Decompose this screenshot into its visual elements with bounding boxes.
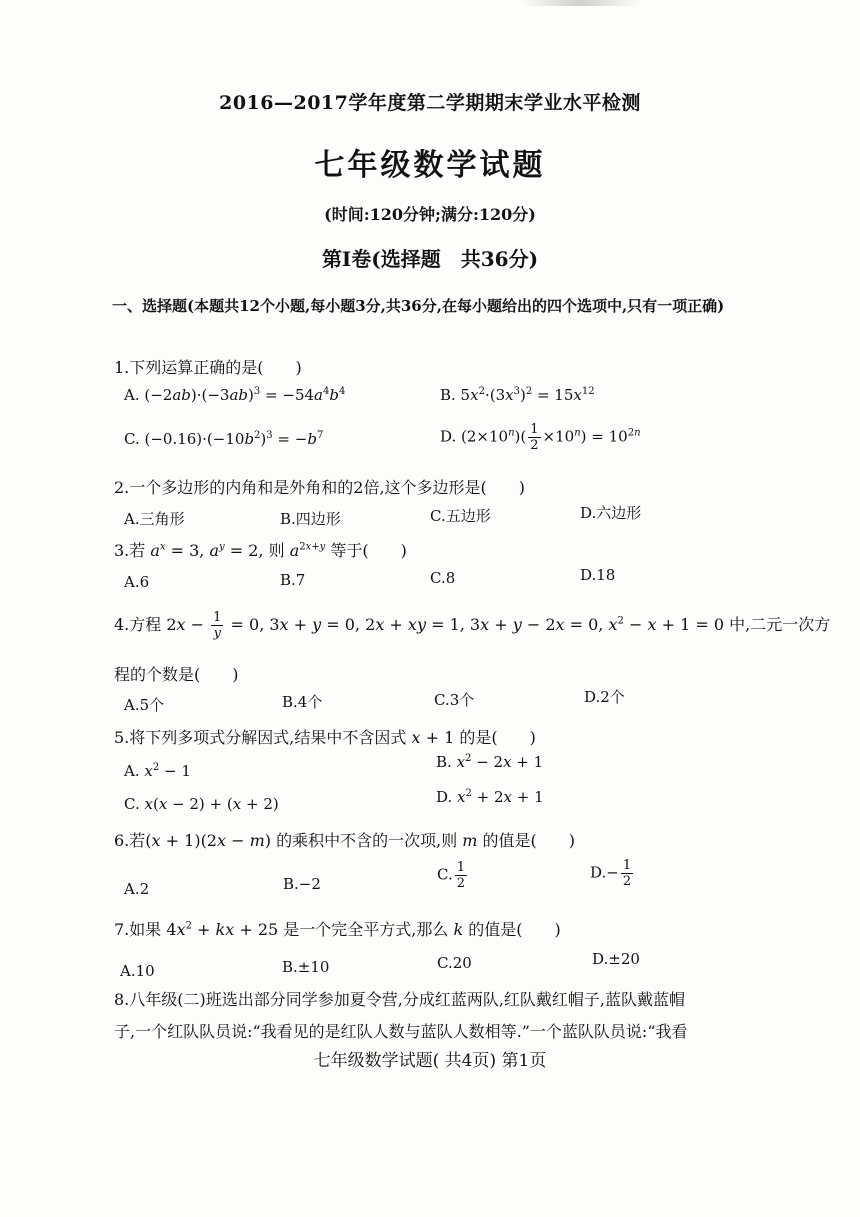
part-title: 第Ⅰ卷(选择题 共36分) [321, 247, 539, 271]
paper-title: 七年级数学试题 [314, 148, 546, 183]
question-4-option-c: C.3个 [434, 691, 475, 709]
page-footer: 七年级数学试题( 共4页) 第1页 [313, 1051, 547, 1071]
question-4-option-b: B.4个 [282, 693, 323, 711]
question-4-option-d: D.2个 [584, 688, 625, 706]
question-5-option-d: D. $x^2 + 2x + 1$ [436, 788, 544, 806]
question-7-stem: 7.如果 $4x^2$ + kx + 25 是一个完全平方式,那么 k 的值是( ) [114, 920, 561, 939]
question-8-stem-line2: 子,一个红队队员说:“我看见的是红队人数与蓝队人数相等.”一个蓝队队员说:“我看 [114, 1022, 688, 1041]
question-7-option-d: D.±20 [592, 950, 640, 968]
question-2-option-b: B.四边形 [280, 510, 341, 528]
question-1-option-b: B. $5x^2\cdot(3x^3)^2 = 15x^{12}$ [440, 386, 595, 404]
question-4-stem-line2: 程的个数是( ) [114, 665, 239, 684]
question-3-option-c: C.8 [430, 569, 456, 587]
scan-artifact [520, 0, 640, 6]
question-6-option-d: D.− $\frac{1}{2}$ [590, 858, 632, 889]
question-2-option-c: C.五边形 [430, 507, 491, 525]
exam-title: 2016—2017学年度第二学期期末学业水平检测 [219, 92, 641, 114]
question-2-option-a: A.三角形 [124, 510, 185, 528]
time-info: (时间:120分钟;满分:120分) [324, 205, 536, 224]
question-5-option-c: C. x(x − 2) + (x + 2) [124, 795, 279, 813]
question-7-option-a: A.10 [120, 962, 155, 980]
question-1-stem: 1.下列运算正确的是( ) [114, 358, 302, 377]
question-3-option-a: A.6 [124, 573, 150, 591]
question-7-option-b: B.±10 [282, 958, 330, 976]
question-5-option-b: B. $x^2 - 2x + 1$ [436, 753, 544, 771]
question-3-stem: 3.若 $a^x = 3$, $a^y = 2$, 则 $a^{2x+y}$ 等于( ) [114, 541, 407, 560]
question-2-option-d: D.六边形 [580, 504, 642, 522]
question-6-stem: 6.若(x + 1)(2x − m) 的乘积中不含的一次项,则 m 的值是( ) [114, 831, 576, 850]
section-instructions: 一、选择题(本题共12个小题,每小题3分,共36分,在每小题给出的四个选项中,只有一项正确) [112, 297, 725, 315]
question-5-option-a: A. $x^2 - 1$ [124, 762, 191, 780]
question-5-stem: 5.将下列多项式分解因式,结果中不含因式 x + 1 的是( ) [114, 728, 536, 747]
question-6-option-a: A.2 [124, 880, 150, 898]
question-7-option-c: C.20 [437, 954, 472, 972]
question-4-stem: 4.方程 2x − $\frac{1}{y}$ = 0, 3x + y = 0, 2x + xy = 1, 3x + y − 2x = 0, $x^2 - x + 1 = 0$ 中,二元一次方 [114, 610, 831, 641]
question-3-option-b: B.7 [280, 571, 306, 589]
question-3-option-d: D.18 [580, 566, 616, 584]
question-8-stem-line1: 8.八年级(二)班选出部分同学参加夏令营,分成红蓝两队,红队戴红帽子,蓝队戴蓝帽 [114, 990, 686, 1009]
question-6-option-c: C. $\frac{1}{2}$ [437, 860, 465, 891]
question-1-option-a: A. $(-2ab)\cdot(-3ab)^3 = -54a^4b^4$ [124, 386, 346, 404]
question-4-option-a: A.5个 [124, 696, 165, 714]
question-2-stem: 2.一个多边形的内角和是外角和的2倍,这个多边形是( ) [114, 478, 526, 497]
question-1-option-c: C. $(-0.16)\cdot(-10b^2)^3 = -b^7$ [124, 430, 324, 448]
question-1-option-d: D. $(2\times 10^n)$( $\frac{1}{2}$ $\times 10^n) = 10^{2n}$ [440, 422, 641, 453]
question-6-option-b: B.−2 [283, 875, 321, 893]
